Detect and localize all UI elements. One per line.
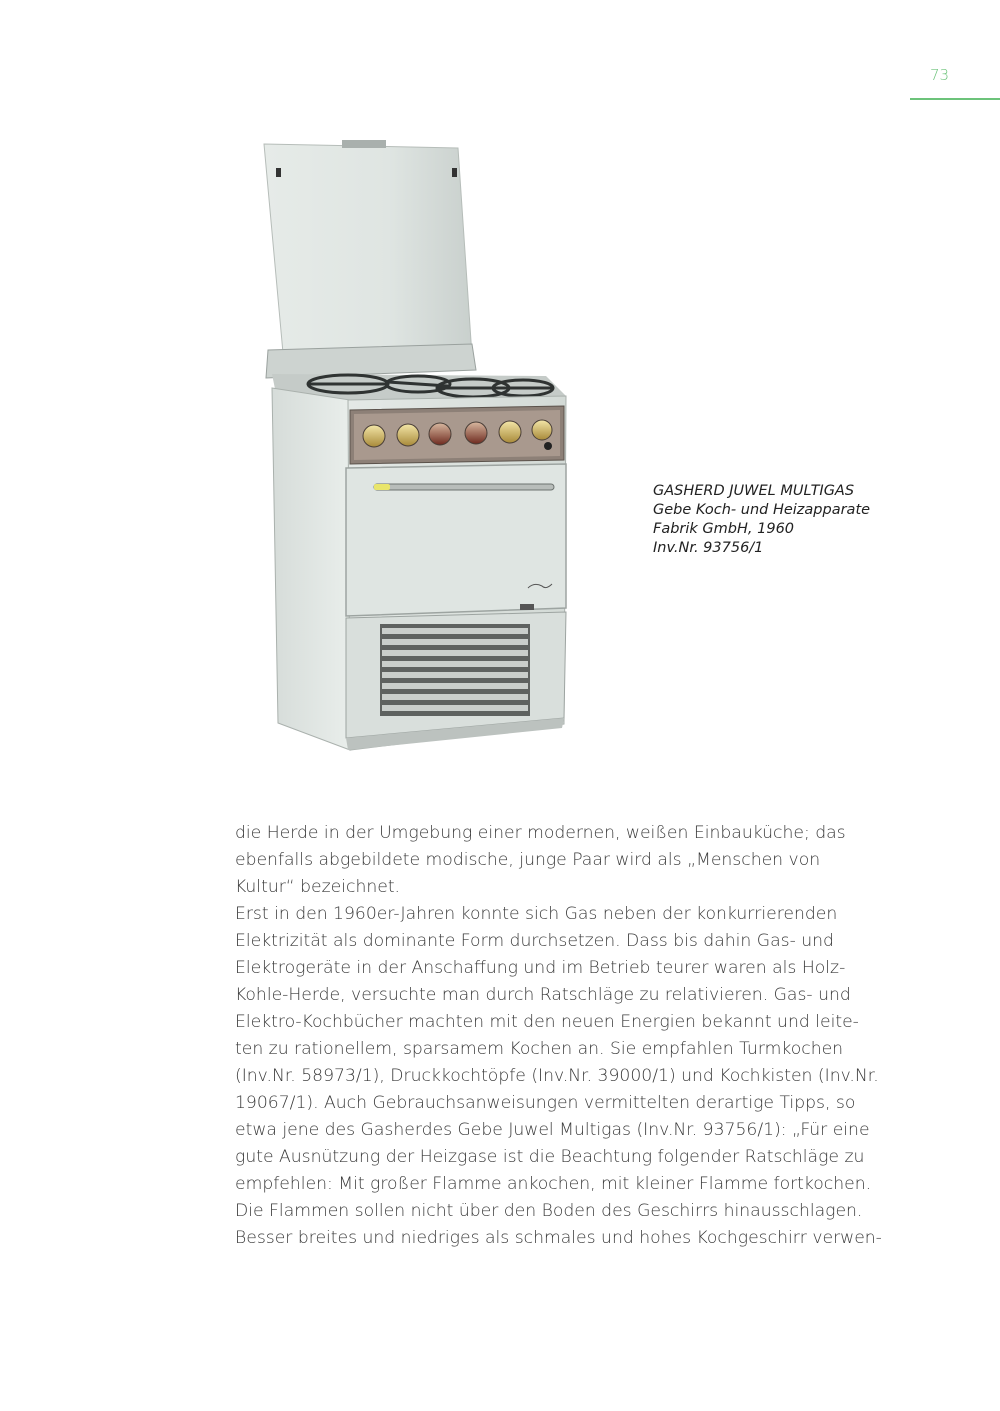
body-line: (Inv.Nr. 58973/1), Druckkochtöpfe (Inv.Nr. 39000/1) und Kochkisten (Inv.Nr.: [235, 1066, 879, 1086]
caption-maker: Gebe Koch- und Heizapparate: [653, 502, 871, 518]
body-line: Kohle-Herde, versuchte man durch Ratschläge zu relativieren. Gas- und: [235, 985, 851, 1005]
body-line: Kultur“ bezeichnet.: [235, 877, 401, 897]
body-line: Besser breites und niedriges als schmales und hohes Kochgeschirr verwen-: [235, 1228, 882, 1248]
body-line: Die Flammen sollen nicht über den Boden des Geschirrs hinausschlagen.: [235, 1201, 863, 1221]
caption-maker-date: Fabrik GmbH, 1960: [653, 521, 795, 537]
body-line: Elektro-Kochbücher machten mit den neuen Energien bekannt und leite-: [235, 1012, 859, 1032]
page-rule: [910, 98, 1000, 100]
body-line: Erst in den 1960er-Jahren konnte sich Gas neben der konkurrierenden: [235, 904, 838, 924]
stove-photo: [258, 138, 570, 754]
body-line: Elektrizität als dominante Form durchsetzen. Dass bis dahin Gas- und: [235, 931, 834, 951]
body-line: Elektrogeräte in der Anschaffung und im Betrieb teurer waren als Holz-: [235, 958, 846, 978]
body-text: [235, 820, 905, 1252]
body-line: gute Ausnützung der Heizgase ist die Beachtung folgender Ratschläge zu: [235, 1147, 865, 1167]
caption-inventory-number: Inv.Nr. 93756/1: [653, 540, 764, 556]
caption-title: GASHERD JUWEL MULTIGAS: [653, 483, 855, 499]
figure-caption: [653, 482, 953, 558]
body-line: etwa jene des Gasherdes Gebe Juwel Multigas (Inv.Nr. 93756/1): „Für eine: [235, 1120, 870, 1140]
body-line: ebenfalls abgebildete modische, junge Paar wird als „Menschen von: [235, 850, 821, 870]
body-line: 19067/1). Auch Gebrauchsanweisungen vermittelten derartige Tipps, so: [235, 1093, 856, 1113]
body-line: ten zu rationellem, sparsamem Kochen an. Sie empfahlen Turmkochen: [235, 1039, 844, 1059]
page-number: 73: [930, 66, 950, 84]
body-line: empfehlen: Mit großer Flamme ankochen, mit kleiner Flamme fortkochen.: [235, 1174, 872, 1194]
body-line: die Herde in der Umgebung einer modernen, weißen Einbauküche; das: [235, 823, 846, 843]
